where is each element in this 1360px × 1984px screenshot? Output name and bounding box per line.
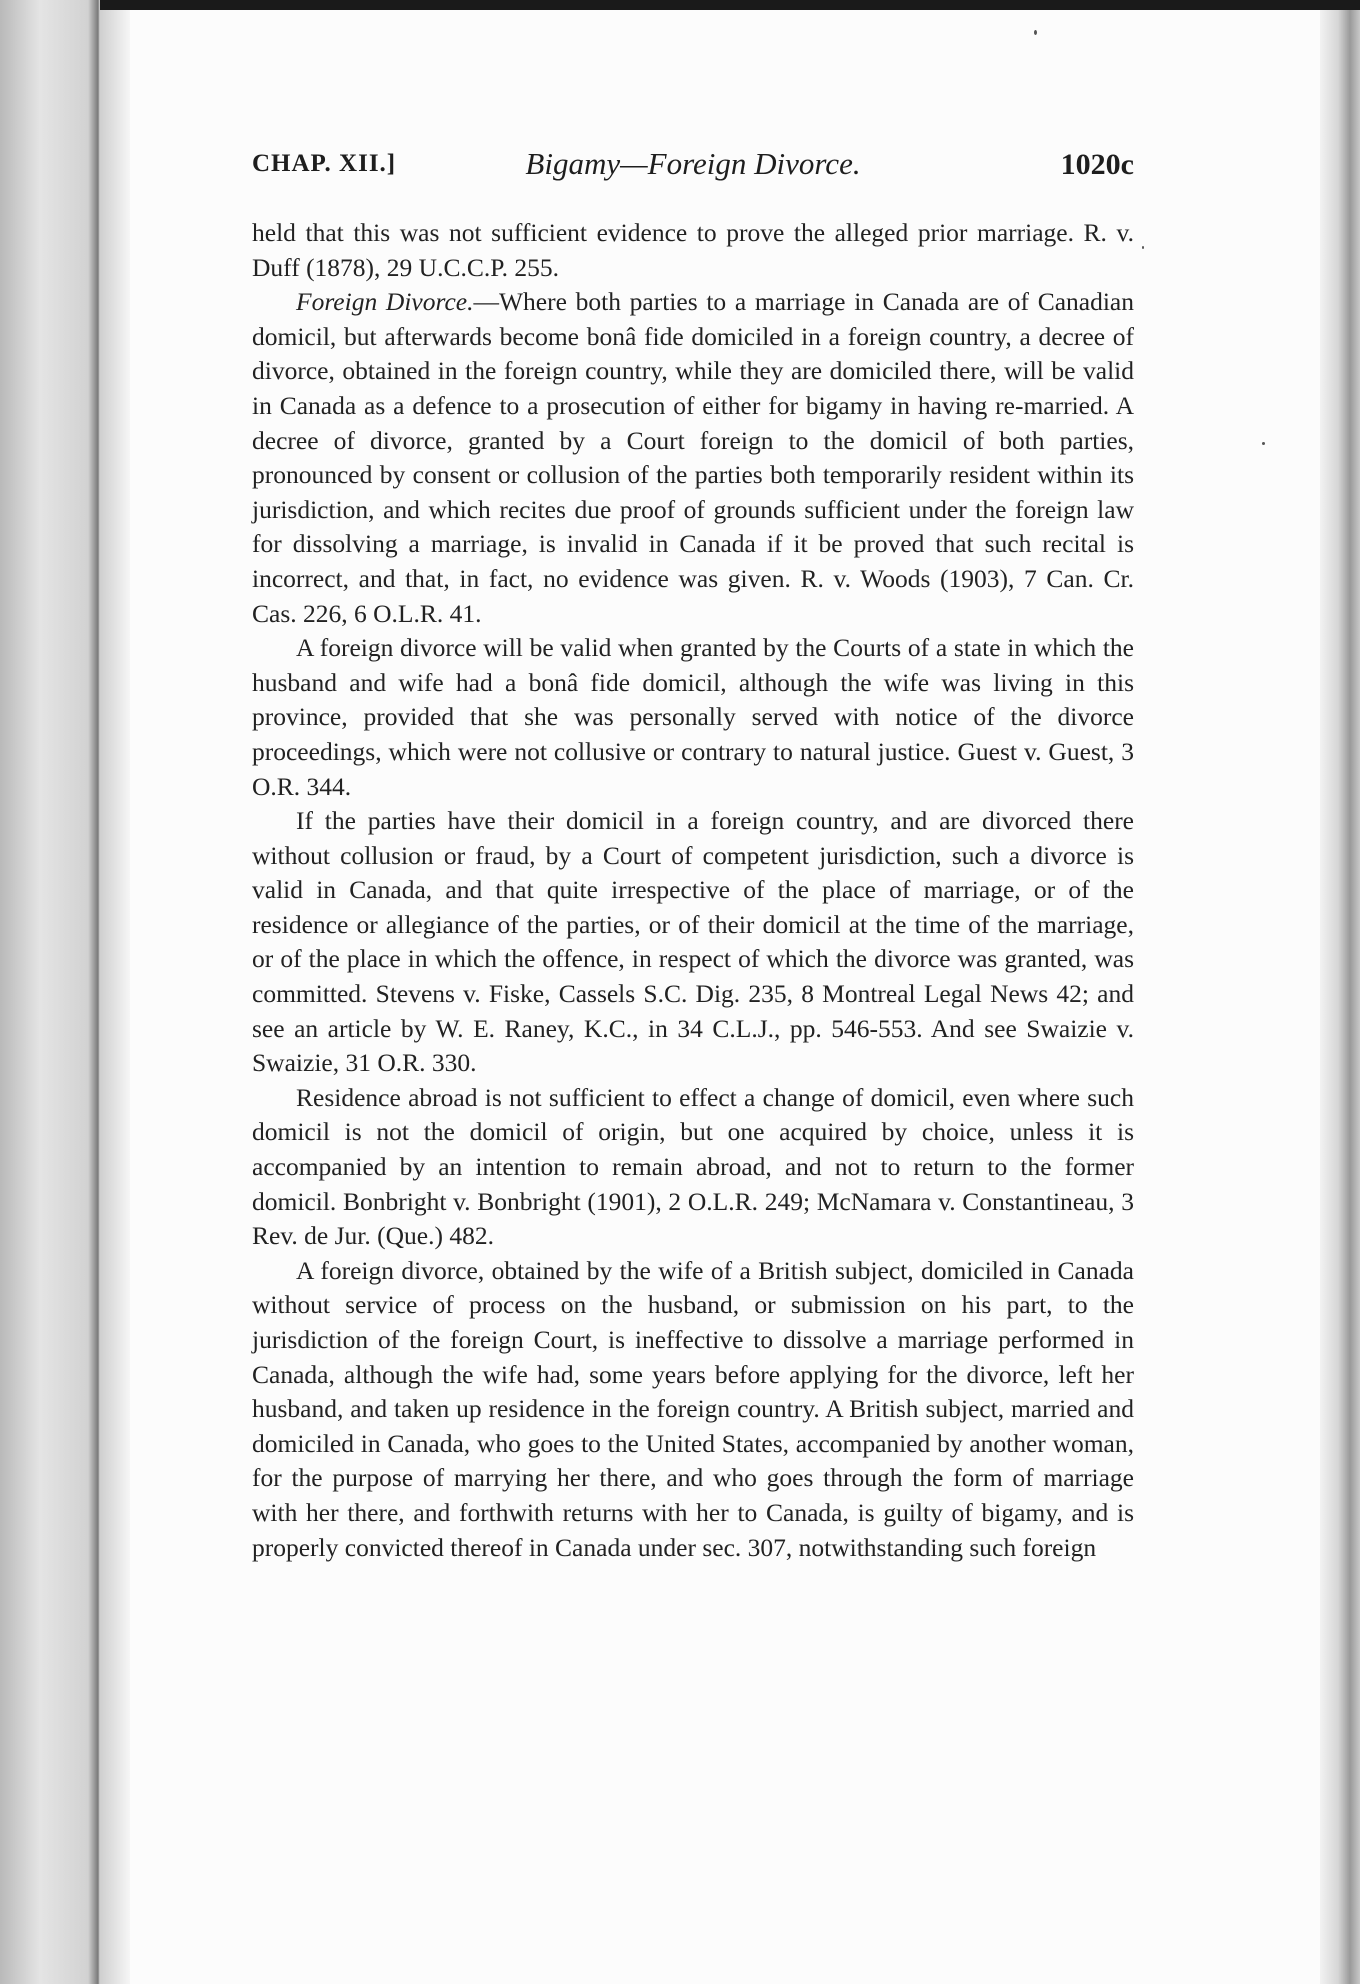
paragraph: [252, 285, 1134, 631]
page-gutter: [100, 10, 130, 1984]
scan-speck: [1262, 442, 1265, 445]
paragraph: A foreign divorce, obtained by the wife of a British subject, domiciled in Canada without service of process on the husband, or submission on his part, to the jurisdiction of the foreign Court, is ineffective to dissolve a marriage performed in Canada, although the wife had, some years before applying for the divorce, left her husband, and taken up residence in the foreign country. A British subject, married and domiciled in Canada, who goes to the United States, accompanied by another woman, for the purpose of marrying her there, and who goes through the form of marriage with her there, and forthwith returns with her to Canada, is guilty of bigamy, and is properly convicted thereof in Canada under sec. 307, notwithstanding such foreign: [252, 1255, 1134, 1562]
paragraph: Residence abroad is not sufficient to effect a change of domicil, even where such domicil is not the domicil of origin, but one acquired by choice, unless it is accompanied by an intention to remain abroad, and not to return to the former domicil. Bonbright v. Bonbright (1901), 2 O.L.R. 249; McNamara v. Constantineau, 3 Rev. de Jur. (Que.) 482.: [252, 1082, 1134, 1251]
scan-speck: [1142, 246, 1144, 249]
running-header: [252, 146, 1134, 190]
paragraph: held that this was not sufficient evidence to prove the alleged prior marriage. R. v. Duff (1878), 29 U.C.C.P. 255.: [252, 218, 1134, 282]
page-right-edge: [1320, 10, 1360, 1984]
chapter-label: CHAP. XII.]: [252, 150, 397, 177]
paragraph: A foreign divorce will be valid when granted by the Courts of a state in which the husband and wife had a bonâ fide domicil, although the wife was living in this province, provided that she was personally served with notice of the divorce proceedings, which were not collusive or contrary to natural justice. Guest v. Guest, 3 O.R. 344.: [252, 633, 1134, 801]
section-heading: Foreign Divorce.: [296, 287, 474, 317]
scan-speck: [1034, 30, 1037, 35]
running-title: Bigamy—Foreign Divorce.: [525, 146, 861, 181]
paragraph-text: —Where both parties to a marriage in Canada are of Canadian domicil, but afterwards become bonâ fide domiciled in a foreign country, a decree of divorce, obtained in the foreign country, while they are domiciled there, will be valid in Canada as a defence to a prosecution of either for bigamy in having re-married. A decree of divorce, granted by a Court foreign to the domicil of both parties, pronounced by consent or collusion of the parties both temporarily resident within its jurisdiction, and which recites due proof of grounds sufficient under the foreign law for dissolving a marriage, is invalid in Canada if it be proved that such recital is incorrect, and that, in fact, no evidence was given. R. v. Woods (1903), 7 Can. Cr. Cas. 226, 6 O.L.R. 41.: [252, 287, 1134, 628]
page-number: 1020c: [1060, 148, 1134, 181]
book-binding-edge: [0, 0, 100, 1984]
scan-top-band: [0, 0, 1360, 10]
paragraph: If the parties have their domicil in a foreign country, and are divorced there without collusion or fraud, by a Court of competent jurisdiction, such a divorce is valid in Canada, and that quite irrespective of the place of marriage, or of the residence or allegiance of the parties, or of their domicil at the time of the marriage, or of the place in which the offence, in respect of which the divorce was granted, was committed. Stevens v. Fiske, Cassels S.C. Dig. 235, 8 Montreal Legal News 42; and see an article by W. E. Raney, K.C., in 34 C.L.J., pp. 546-553. And see Swaizie v. Swaizie, 31 O.R. 330.: [252, 806, 1134, 1078]
body-text: [252, 216, 1134, 1565]
